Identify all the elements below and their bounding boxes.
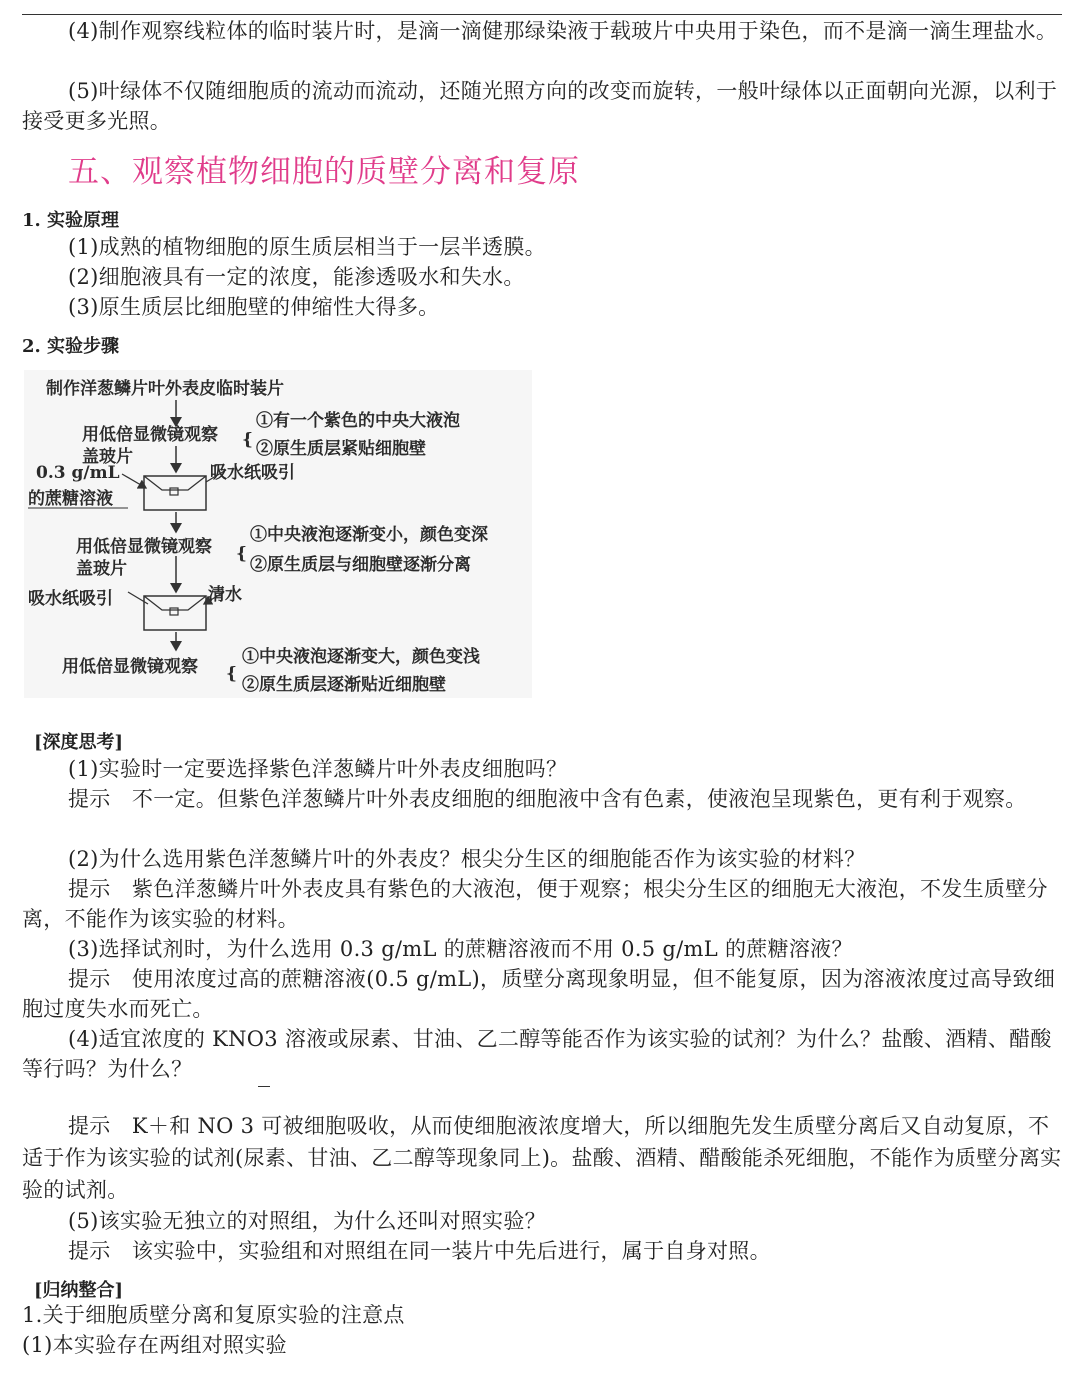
diagram-absorb2: 吸水纸吸引 [28,589,113,609]
deep-a3: 提示 使用浓度过高的蔗糖溶液(0.5 g/mL)，质壁分离现象明显，但不能复原，因为溶液浓度过高导致细胞过度失水而死亡。 [22,967,1056,1021]
principle-1: (1)成熟的植物细胞的原生质层相当于一层半透膜。 [68,235,546,259]
summary-line-2: (1)本实验存在两组对照实验 [22,1333,287,1357]
diagram-obs1-a: ①有一个紫色的中央大液泡 [256,411,460,431]
diagram-absorb1: 吸水纸吸引 [210,463,295,483]
diagram-sucrose: 的蔗糖溶液 [28,489,113,509]
diagram-obs3-a: ①中央液泡逐渐变大，颜色变浅 [242,647,480,667]
slide-2 [144,596,206,630]
section-title: 五、观察植物细胞的质壁分离和复原 [68,154,580,190]
diagram-cover1: 盖玻片 [82,447,133,467]
diagram-water: 清水 [208,585,242,605]
diagram-obs2-a: ①中央液泡逐渐变小，颜色变深 [250,525,488,545]
brace-3: { [226,664,237,684]
deep-a1: 提示 不一定。但紫色洋葱鳞片叶外表皮细胞的细胞液中含有色素，使液泡呈现紫色，更有利于观察。 [68,787,1027,811]
intro-item-4: (4)制作观察线粒体的临时装片时，是滴一滴健那绿染液于载玻片中央用于染色，而不是滴一滴生理盐水。 [68,19,1058,43]
principle-heading: 1. 实验原理 [22,210,120,231]
intro-item-5: (5)叶绿体不仅随细胞质的流动而流动，还随光照方向的改变而旋转，一般叶绿体以正面朝向光源，以利于接受更多光照。 [22,79,1058,133]
diagram-cover2: 盖玻片 [76,559,127,579]
diagram-observe3: 用低倍显微镜观察 [62,657,198,677]
deep-a4: 提示 K＋和 NO 3 可被细胞吸收，从而使细胞液浓度增大，所以细胞先发生质壁分离后又自动复原，不适于作为该实验的试剂(尿素、甘油、乙二醇等现象同上)。盐酸、酒精、醋酸能杀死细胞，不能作为质壁分离实验的试剂。 [22,1114,1062,1202]
slide-1 [144,476,206,510]
diagram-conc: 0.3 g/mL [36,463,120,483]
deep-q2: (2)为什么选用紫色洋葱鳞片叶的外表皮？根尖分生区的细胞能否作为该实验的材料？ [68,847,866,871]
summary-heading: [归纳整合] [34,1280,124,1301]
deep-q1: (1)实验时一定要选择紫色洋葱鳞片叶外表皮细胞吗？ [68,757,568,781]
deep-q3: (3)选择试剂时，为什么选用 0.3 g/mL 的蔗糖溶液而不用 0.5 g/mL 的蔗糖溶液？ [68,937,853,961]
overline-mark [258,1086,270,1087]
deep-a5: 提示 该实验中，实验组和对照组在同一装片中先后进行，属于自身对照。 [68,1239,771,1263]
diagram-observe2: 用低倍显微镜观察 [76,537,212,557]
diagram-step1: 制作洋葱鳞片叶外表皮临时装片 [46,379,284,399]
deep-a2: 提示 紫色洋葱鳞片叶外表皮具有紫色的大液泡，便于观察；根尖分生区的细胞无大液泡，不发生质壁分离，不能作为该实验的材料。 [22,877,1048,931]
diagram-obs3-b: ②原生质层逐渐贴近细胞壁 [242,675,446,695]
deep-q4: (4)适宜浓度的 KNO3 溶液或尿素、甘油、乙二醇等能否作为该实验的试剂？为什么？盐酸、酒精、醋酸等行吗？为什么？ [22,1027,1052,1081]
deep-thinking-heading: [深度思考] [34,732,124,753]
top-rule [22,14,1062,15]
steps-heading: 2. 实验步骤 [22,336,120,357]
principle-2: (2)细胞液具有一定的浓度，能渗透吸水和失水。 [68,265,525,289]
diagram-observe1: 用低倍显微镜观察 [82,425,218,445]
diagram-obs1-b: ②原生质层紧贴细胞壁 [256,439,426,459]
brace-1: { [242,430,253,450]
principle-3: (3)原生质层比细胞壁的伸缩性大得多。 [68,295,440,319]
brace-2: { [236,544,247,564]
deep-q5: (5)该实验无独立的对照组，为什么还叫对照实验？ [68,1209,546,1233]
summary-line-1: 1.关于细胞质壁分离和复原实验的注意点 [22,1303,405,1327]
diagram-obs2-b: ②原生质层与细胞壁逐渐分离 [250,555,471,575]
experiment-flow-diagram [24,370,532,698]
